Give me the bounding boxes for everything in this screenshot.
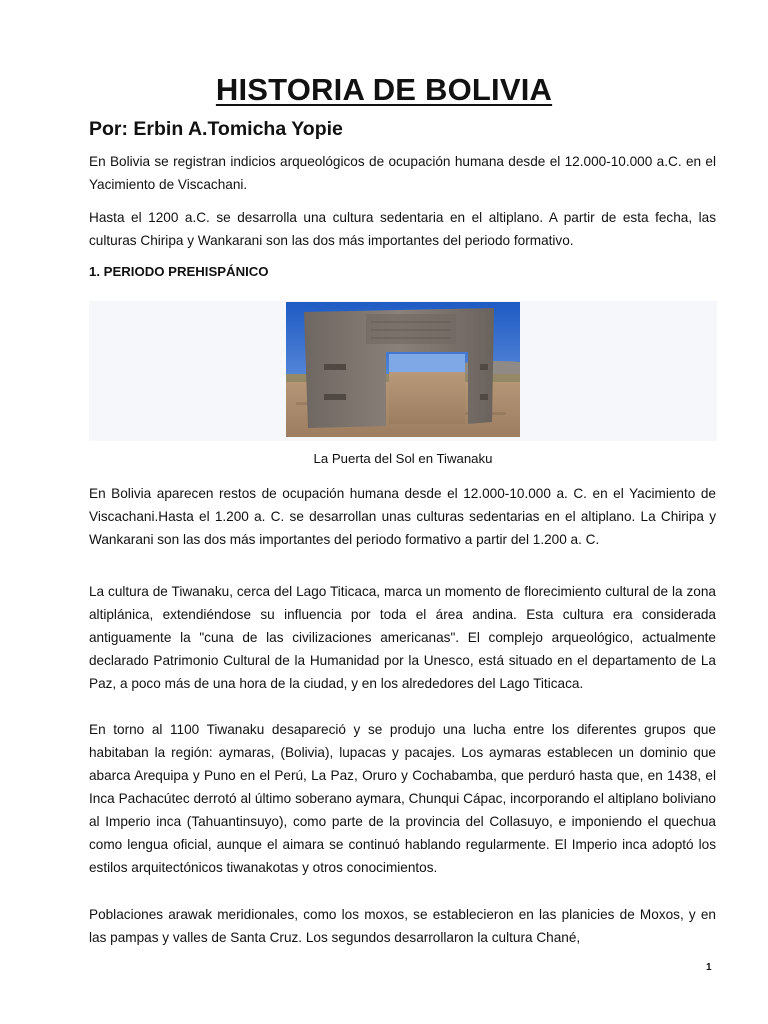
tiwanaku-gate-photo-icon — [286, 302, 520, 437]
body-paragraph-4: Poblaciones arawak meridionales, como los moxos, se establecieron en las planicies de Moxos, y en las pampas y valles de Santa Cruz. Los segundos desarrollaron la cultura Chané, — [89, 907, 716, 945]
document-author: Por: Erbin A.Tomicha Yopie — [89, 118, 343, 140]
intro-paragraph-2: Hasta el 1200 a.C. se desarrolla una cultura sedentaria en el altiplano. A partir de esta fecha, las culturas Chiripa y Wankarani son las dos más importantes del periodo formativo. — [89, 210, 716, 248]
document-title: HISTORIA DE BOLIVIA — [215, 72, 553, 107]
body-paragraph-1: En Bolivia aparecen restos de ocupación humana desde el 12.000-10.000 a. C. en el Yacimiento de Viscachani.Hasta el 1.200 a. C. se desarrollan unas culturas sedentarias en el altiplano. La Chiripa y Wankarani son las dos más importantes del periodo formativo a partir del 1.200 a. C. — [89, 486, 716, 547]
intro-paragraph-1: En Bolivia se registran indicios arqueológicos de ocupación humana desde el 12.000-10.000 a.C. en el Yacimiento de Viscachani. — [89, 154, 716, 192]
section-heading: 1. PERIODO PREHISPÁNICO — [89, 264, 269, 279]
figure-caption: La Puerta del Sol en Tiwanaku — [313, 451, 493, 466]
body-paragraph-2: La cultura de Tiwanaku, cerca del Lago Titicaca, marca un momento de florecimiento cultural de la zona altiplánica, extendiéndose su influencia por toda el área andina. Esta cultura era considerada antiguamente la "cuna de las civilizaciones americanas". El complejo arqueológico, actualmente declarado Patrimonio Cultural de la Humanidad por la Unesco, está situado en el departamento de La Paz, a poco más de una hora de la ciudad, y en los alrededores del Lago Titicaca. — [89, 584, 716, 691]
body-paragraph-3: En torno al 1100 Tiwanaku desapareció y se produjo una lucha entre los diferentes grupos que habitaban la región: aymaras, (Bolivia), lupacas y pacajes. Los aymaras establecen un dominio que abarca Arequipa y Puno en el Perú, La Paz, Oruro y Cochabamba, que perduró hasta que, en 1438, el Inca Pachacútec derrotó al último soberano aymara, Chunqui Cápac, incorporando el altiplano boliviano al Imperio inca (Tahuantinsuyo), como parte de la provincia del Collasuyo, e imponiendo el quechua como lengua oficial, aunque el aimara se continuó hablando regularmente. El Imperio inca adoptó los estilos arquitectónicos tiwanakotas y otros conocimientos. — [89, 722, 716, 875]
page-number: 1 — [706, 962, 712, 973]
